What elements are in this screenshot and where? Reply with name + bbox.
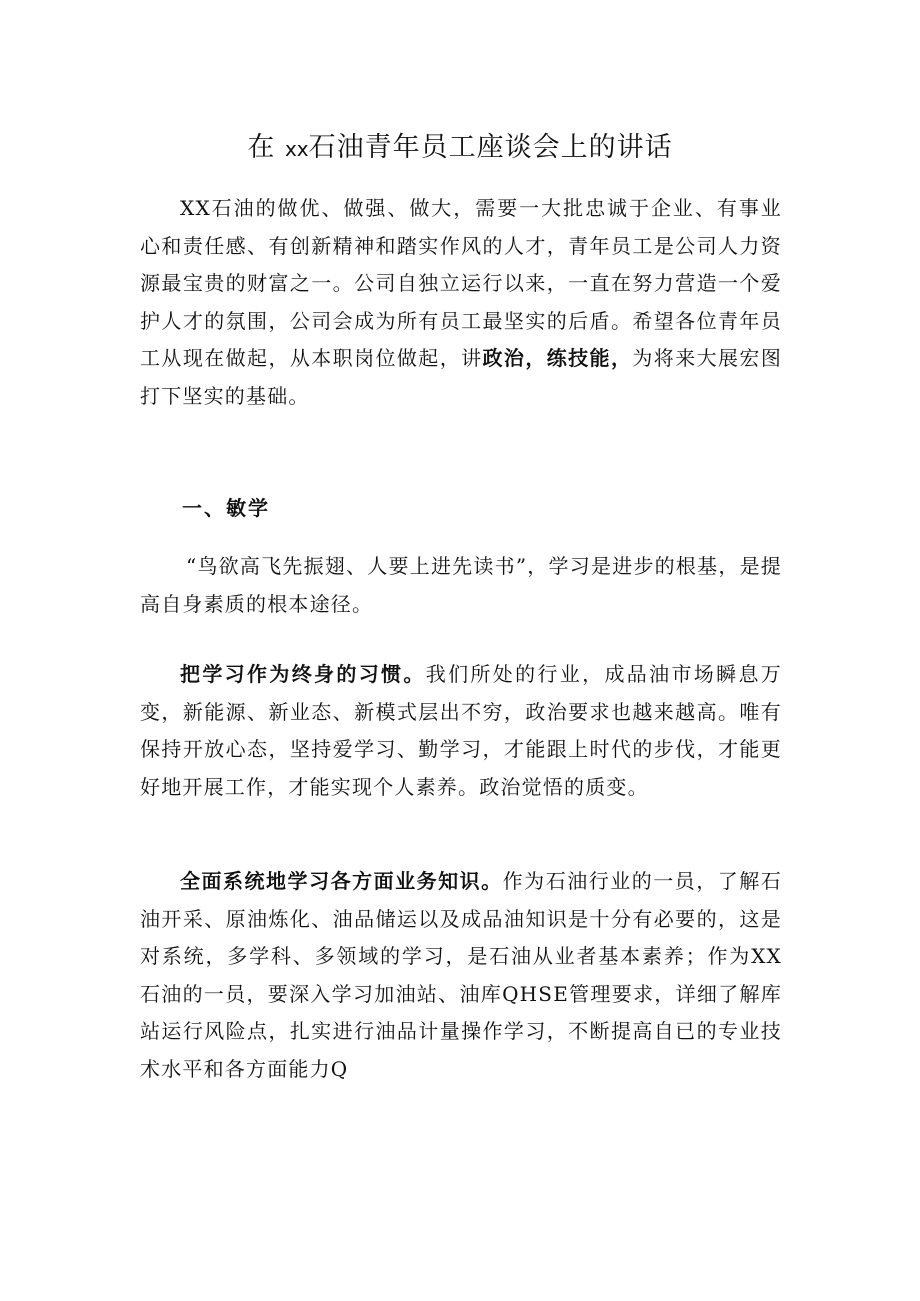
title-xx: xx bbox=[284, 137, 309, 161]
intro-bold-text: 政治，练技能， bbox=[482, 346, 633, 370]
paragraph-3-lead: 全面系统地学习各方面业务知识。 bbox=[180, 869, 503, 893]
paragraph-business-knowledge bbox=[140, 863, 782, 1088]
document-title bbox=[0, 126, 920, 171]
intro-text-1: XX石油的做优、做强、做大，需要一大批忠诚于企业、有事业心和责任感、有创新精神和踏实作风的人才，青年员工是公司人力资源最宝贵的财富之一。公司自独立运行以来，一直在努力营造一个爱护人才的氛围，公司会成为所有员工最坚实的后盾。希望各位青年员工从现在做起，从本职岗位做起，讲 bbox=[140, 196, 782, 370]
quote-paragraph: “鸟欲高飞先振翅、人要上进先读书”，学习是进步的根基，是提高自身素质的根本途径。 bbox=[140, 554, 782, 616]
section-heading-1: 一、敏学 bbox=[182, 496, 270, 520]
paragraph-3-text: 作为石油行业的一员，了解石油开采、原油炼化、油品储运以及成品油知识是十分有必要的，这是对系统，多学科、多领域的学习，是石油从业者基本素养；作为XX石油的一员，要深入学习加油站、油库QHSE管理要求，详细了解库站运行风险点，扎实进行油品计量操作学习，不断提高自已的专业技术水平和各方面能力Q bbox=[140, 869, 783, 1081]
intro-text-2: 为将来大展宏图打下坚实的基础。 bbox=[140, 346, 783, 408]
paragraph-lifelong-learning bbox=[140, 656, 782, 806]
intro-paragraph bbox=[140, 190, 782, 415]
paragraph-2-lead: 把学习作为终身的习惯。 bbox=[180, 662, 426, 686]
paragraph-2-text: 我们所处的行业，成品油市场瞬息万变，新能源、新业态、新模式层出不穷，政治要求也越来越高。唯有保持开放心态，坚持爱学习、勤学习，才能跟上时代的步伐，才能更好地开展工作，才能实现个人素养。政治觉悟的质变。 bbox=[140, 662, 783, 799]
title-prefix: 在 bbox=[247, 132, 276, 163]
title-suffix: 石油青年员工座谈会上的讲话 bbox=[308, 132, 673, 163]
